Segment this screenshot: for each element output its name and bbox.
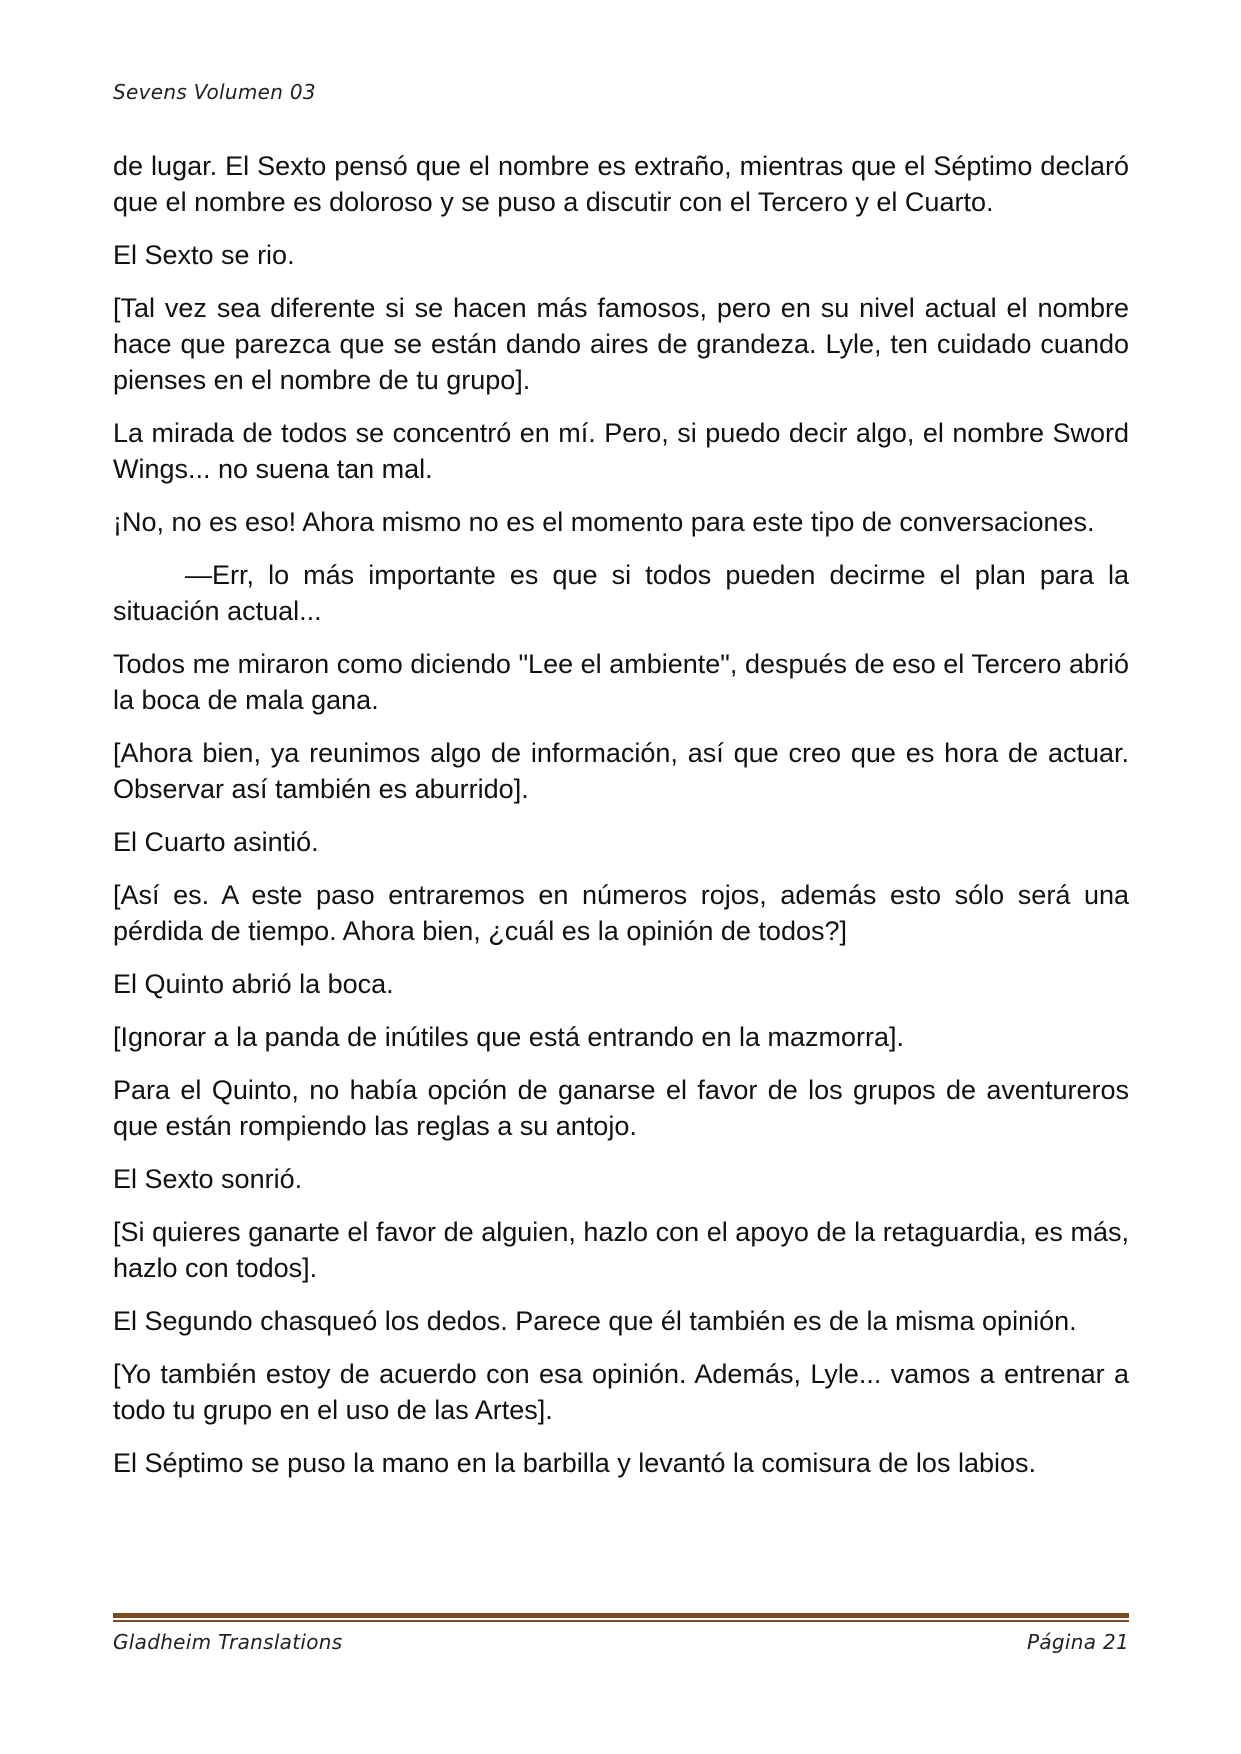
footer-divider-thick — [113, 1613, 1129, 1618]
paragraph: El Cuarto asintió. — [113, 827, 319, 857]
page-number: Página 21 — [1026, 1630, 1129, 1654]
page-body — [113, 148, 1129, 1498]
paragraph: El Segundo chasqueó los dedos. Parece que él también es de la misma opinión. — [113, 1306, 1077, 1336]
paragraph: [Ahora bien, ya reunimos algo de información, así que creo que es hora de actuar. Observar así también es aburrido]. — [113, 738, 1129, 804]
paragraph: La mirada de todos se concentró en mí. Pero, si puedo decir algo, el nombre Sword Wings... no suena tan mal. — [113, 418, 1129, 484]
paragraph: El Séptimo se puso la mano en la barbilla y levantó la comisura de los labios. — [113, 1448, 1036, 1478]
paragraph: El Sexto se rio. — [113, 240, 295, 270]
paragraph: El Sexto sonrió. — [113, 1164, 303, 1194]
paragraph: [Ignorar a la panda de inútiles que está entrando en la mazmorra]. — [113, 1022, 904, 1052]
paragraph: [Si quieres ganarte el favor de alguien, hazlo con el apoyo de la retaguardia, es más, hazlo con todos]. — [113, 1217, 1129, 1283]
footer-divider — [113, 1613, 1129, 1623]
paragraph: ¡No, no es eso! Ahora mismo no es el momento para este tipo de conversaciones. — [113, 507, 1095, 537]
paragraph: El Quinto abrió la boca. — [113, 969, 394, 999]
footer-publisher: Gladheim Translations — [113, 1630, 343, 1654]
running-header: Sevens Volumen 03 — [113, 80, 316, 104]
paragraph: [Tal vez sea diferente si se hacen más famosos, pero en su nivel actual el nombre hace que parezca que se están dando aires de grandeza. Lyle, ten cuidado cuando pienses en el nombre de tu grupo]. — [113, 293, 1129, 395]
paragraph: de lugar. El Sexto pensó que el nombre es extraño, mientras que el Séptimo declaró que el nombre es doloroso y se puso a discutir con el Tercero y el Cuarto. — [113, 151, 1129, 217]
page-footer — [113, 1630, 1129, 1654]
footer-divider-thin — [113, 1620, 1129, 1622]
paragraph: [Así es. A este paso entraremos en números rojos, además esto sólo será una pérdida de tiempo. Ahora bien, ¿cuál es la opinión de todos?] — [113, 880, 1129, 946]
dialogue-paragraph: —Err, lo más importante es que si todos pueden decirme el plan para la situación actual... — [113, 560, 1129, 626]
paragraph: [Yo también estoy de acuerdo con esa opinión. Además, Lyle... vamos a entrenar a todo tu grupo en el uso de las Artes]. — [113, 1359, 1129, 1425]
paragraph: Para el Quinto, no había opción de ganarse el favor de los grupos de aventureros que están rompiendo las reglas a su antojo. — [113, 1075, 1129, 1141]
paragraph: Todos me miraron como diciendo "Lee el ambiente", después de eso el Tercero abrió la boca de mala gana. — [113, 649, 1129, 715]
